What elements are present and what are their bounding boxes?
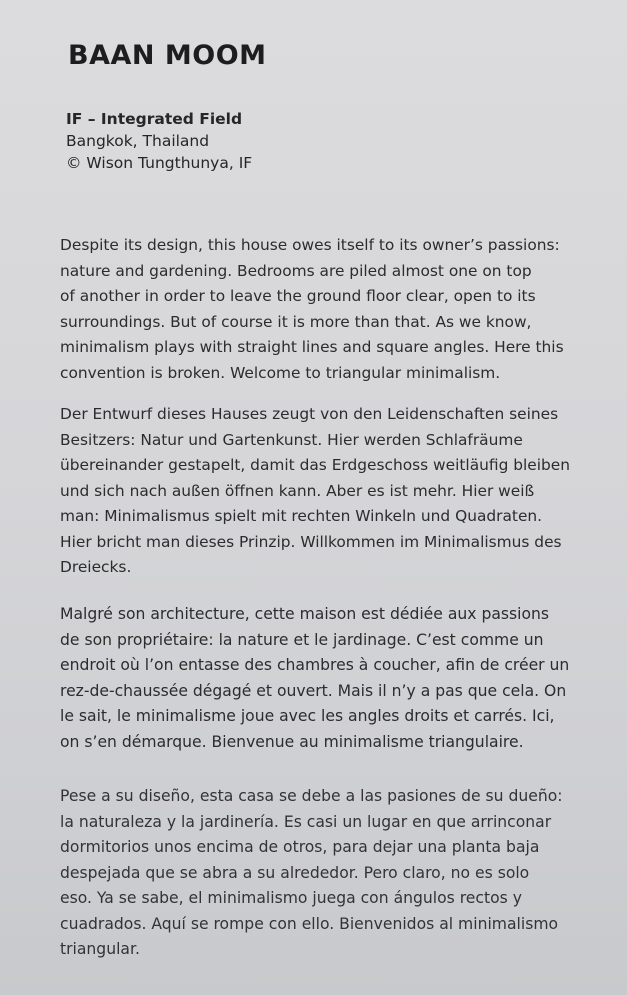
text-line: endroit où l’on entasse des chambres à coucher, afin de créer un: [60, 656, 570, 674]
text-line: Der Entwurf dieses Hauses zeugt von den Leidenschaften seines: [60, 405, 559, 423]
photo-copyright: © Wison Tungthunya, IF: [66, 154, 253, 172]
paragraph-french: [60, 602, 620, 755]
text-line: Pese a su diseño, esta casa se debe a las pasiones de su dueño:: [60, 787, 563, 805]
text-line: eso. Ya se sabe, el minimalismo juega con ángulos rectos y: [60, 889, 522, 907]
text-line: Despite its design, this house owes itself to its owner’s passions:: [60, 236, 560, 254]
text-line: nature and gardening. Bedrooms are piled almost one on top: [60, 261, 532, 280]
text-line: cuadrados. Aquí se rompe con ello. Bienvenidos al minimalismo: [60, 914, 559, 933]
project-location: Bangkok, Thailand: [66, 132, 210, 150]
architect-firm: IF – Integrated Field: [66, 110, 243, 128]
text-line: dormitorios unos encima de otros, para dejar una planta baja: [60, 838, 540, 856]
text-line: und sich nach außen öffnen kann. Aber es ist mehr. Hier weiß: [60, 481, 535, 500]
text-line: minimalism plays with straight lines and square angles. Here this: [60, 338, 564, 356]
paragraph-german: [60, 402, 620, 581]
text-line: Malgré son architecture, cette maison est dédiée aux passions: [60, 605, 550, 623]
text-line: surroundings. But of course it is more than that. As we know,: [60, 312, 532, 331]
text-line: man: Minimalismus spielt mit rechten Winkeln und Quadraten.: [60, 507, 543, 525]
text-line: of another in order to leave the ground floor clear, open to its: [60, 287, 536, 305]
text-line: le sait, le minimalisme joue avec les angles droits et carrés. Ici,: [60, 707, 555, 725]
paragraph-english: [60, 233, 620, 386]
text-line: on s’en démarque. Bienvenue au minimalisme triangulaire.: [60, 732, 524, 751]
text-line: rez-de-chaussée dégagé et ouvert. Mais il n’y a pas que cela. On: [60, 681, 567, 700]
text-line: despejada que se abra a su alrededor. Pero claro, no es solo: [60, 863, 530, 882]
text-line: convention is broken. Welcome to triangular minimalism.: [60, 363, 501, 382]
text-line: Dreiecks.: [60, 558, 132, 576]
text-line: übereinander gestapelt, damit das Erdgeschoss weitläufig bleiben: [60, 456, 571, 474]
text-line: Besitzers: Natur und Gartenkunst. Hier werden Schlafräume: [60, 430, 523, 449]
project-title: BAAN MOOM: [68, 40, 267, 71]
text-line: triangular.: [60, 940, 140, 958]
text-line: la naturaleza y la jardinería. Es casi un lugar en que arrinconar: [60, 812, 552, 831]
credits-block: [66, 108, 252, 174]
paragraph-spanish: [60, 784, 620, 963]
text-line: Hier bricht man dieses Prinzip. Willkommen im Minimalismus des: [60, 532, 562, 551]
text-line: de son propriétaire: la nature et le jardinage. C’est comme un: [60, 630, 544, 649]
